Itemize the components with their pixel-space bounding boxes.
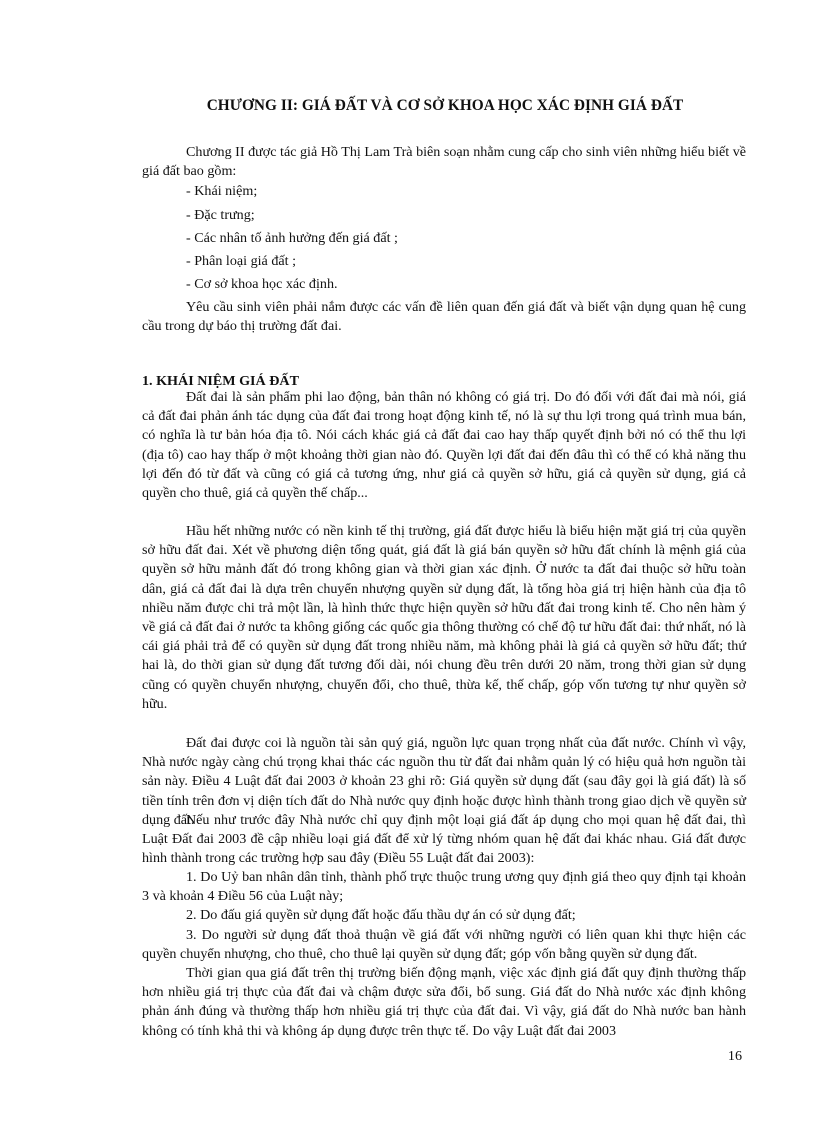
list-item: 1. Do Uỷ ban nhân dân tỉnh, thành phố trực thuộc trung ương quy định giá theo quy định tại khoản 3 và khoản 4 Điều 56 của Luật này; xyxy=(142,869,746,905)
bullet-item: - Các nhân tố ảnh hưởng đến giá đất ; xyxy=(186,230,398,246)
body-paragraph: Nếu như trước đây Nhà nước chỉ quy định một loại giá đất áp dụng cho mọi quan hệ đất đai, thì Luật Đất đai 2003 đề cập nhiều loại giá đất để xử lý từng nhóm quan hệ đất đai khác nhau. Giá đất được hình thành trong các trường hợp sau đây (Điều 55 Luật đất đai 2003): xyxy=(142,812,746,867)
bullet-item: - Cơ sở khoa học xác định. xyxy=(186,276,338,292)
intro-paragraph: Chương II được tác giả Hồ Thị Lam Trà biên soạn nhằm cung cấp cho sinh viên những hiểu biết về giá đất bao gồm: xyxy=(142,144,746,180)
body-paragraph: Đất đai được coi là nguồn tài sản quý giá, nguồn lực quan trọng nhất của đất nước. Chính vì vậy, Nhà nước ngày càng chú trọng khai thác các nguồn thu từ đất đai nhằm quản lý có hiệu quả hơn nguồn tài sản này. Điều 4 Luật đất đai 2003 ở khoản 23 ghi rõ: Giá quyền sử dụng đất (sau đây gọi là giá đất) là số tiền tính trên đơn vị diện tích đất do Nhà nước quy định hoặc được hình thành trong giao dịch về quyền sử dụng đất. xyxy=(142,735,746,828)
body-paragraph: Thời gian qua giá đất trên thị trường biến động mạnh, việc xác định giá đất quy định thường thấp hơn nhiều giá trị thực của đất đai và chậm được sửa đổi, bổ sung. Giá đất do Nhà nước xác định không phản ánh đúng và thường thấp hơn nhiều giá trị thực của đất đai. Vì vậy, giá đất do Nhà nước ban hành không có tính khả thi và không áp dụng được trên thực tế. Do vậy Luật đất đai 2003 xyxy=(142,965,746,1039)
bullet-item: - Phân loại giá đất ; xyxy=(186,253,296,269)
page-number: 16 xyxy=(727,1048,742,1064)
body-paragraph: Đất đai là sản phẩm phi lao động, bản thân nó không có giá trị. Do đó đối với đất đai mà nói, giá cả đất đai phản ánh tác dụng của đất đai trong hoạt động kinh tế, nó là sự thu lợi trong quá trình mua bán, có nghĩa là tư bản hóa địa tô. Nói cách khác giá cả đất đai cao hay thấp quyết định bởi nó có thể thu lợi (địa tô) cao hay thấp ở một khoảng thời gian nào đó. Quyền lợi đất đai đến đâu thì có thể có khả năng thu lợi đến đó từ đất và cũng có giá cả tương ứng, như giá cả quyền sở hữu, giá cả quyền sử dụng, giá cả quyền cho thuê, giá cả quyền thế chấp... xyxy=(142,389,746,502)
chapter-title: CHƯƠNG II: GIÁ ĐẤT VÀ CƠ SỞ KHOA HỌC XÁC ĐỊNH GIÁ ĐẤT xyxy=(206,97,684,114)
body-paragraph: Hầu hết những nước có nền kinh tế thị trường, giá đất được hiểu là biểu hiện mặt giá trị của quyền sở hữu đất đai. Xét về phương diện tổng quát, giá đất là giá bán quyền sở hữu đất chính là mệnh giá của quyền sở hữu mảnh đất đó trong không gian và thời gian xác định. Ở nước ta đất đai thuộc sở hữu toàn dân, giá cả đất đai là dựa trên chuyển nhượng quyền sử dụng đất, là tổng hòa giá trị hiện hành của địa tô nhiều năm được chi trả một lần, là hình thức thực hiện quyền sở hữu đất đai trong kinh tế. Cho nên hàm ý về giá cả đất đai ở nước ta không giống các quốc gia thông thường có chế độ tư hữu đất đai: thứ nhất, nó là cái giá phải trả để có quyền sử dụng đất trong nhiều năm, mà không phải là giá cả quyền sở hữu đất; thứ hai là, do thời gian sử dụng đất tương đối dài, nói chung đều trên dưới 20 năm, trong thời gian sử dụng cũng có quyền chuyển nhượng, chuyển đổi, cho thuê, thừa kế, thế chấp, góp vốn tương tự như quyền sở hữu. xyxy=(142,523,746,712)
list-item: 3. Do người sử dụng đất thoả thuận về giá đất với những người có liên quan khi thực hiện các quyền chuyển nhượng, cho thuê, cho thuê lại quyền sử dụng đất; góp vốn bằng quyền sử dụng đất. xyxy=(142,927,746,963)
list-item: 2. Do đấu giá quyền sử dụng đất hoặc đấu thầu dự án có sử dụng đất; xyxy=(186,907,576,923)
section-heading: 1. KHÁI NIỆM GIÁ ĐẤT xyxy=(142,373,299,389)
bullet-item: - Đặc trưng; xyxy=(186,207,255,223)
requirement-paragraph: Yêu cầu sinh viên phải nắm được các vấn đề liên quan đến giá đất và biết vận dụng quan hệ cung cầu trong dự báo thị trường đất đai. xyxy=(142,299,746,335)
bullet-item: - Khái niệm; xyxy=(186,183,258,199)
document-page xyxy=(142,0,746,1123)
